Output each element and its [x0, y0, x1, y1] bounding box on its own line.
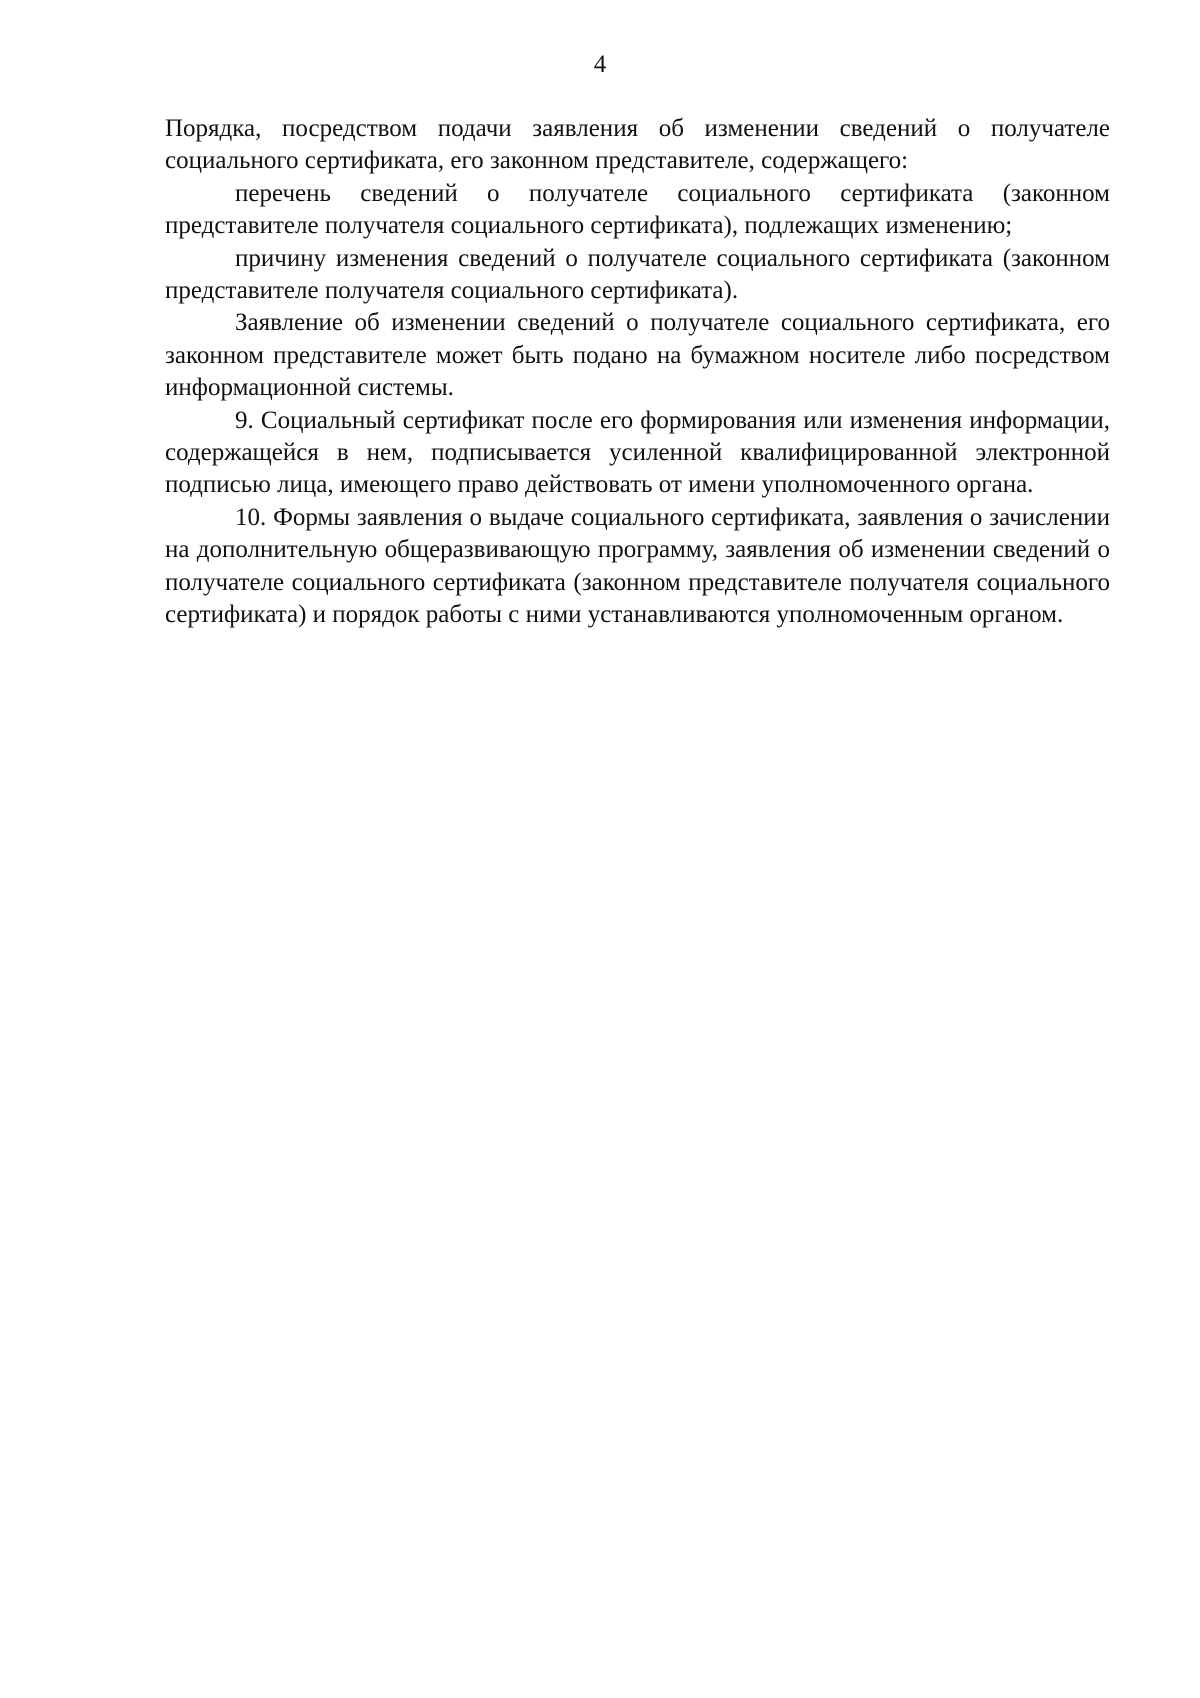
paragraph-continuation: Порядка, посредством подачи заявления об изменении сведений о получателе социального сертификата, его законном представителе, содержащего:	[165, 115, 1110, 175]
paragraph-submission: Заявление об изменении сведений о получателе социального сертификата, его законном представителе может быть подано на бумажном носителе либо посредством информационной системы.	[165, 309, 1110, 402]
document-body	[165, 113, 1110, 632]
paragraph-clause-10: 10. Формы заявления о выдаче социального сертификата, заявления о зачислении на дополнительную общеразвивающую программу, заявления об изменении сведений о получателе социального сертификата (законном представителе получателя социального сертификата) и порядок работы с ними устанавливаются уполномоченным органом.	[165, 503, 1110, 629]
paragraph-clause-9: 9. Социальный сертификат после его формирования или изменения информации, содержащейся в нем, подписывается усиленной квалифицированной электронной подписью лица, имеющего право действовать от имени уполномоченного органа.	[165, 406, 1110, 499]
paragraph-list-item-reason: причину изменения сведений о получателе социального сертификата (законном представителе получателя социального сертификата).	[165, 244, 1110, 305]
paragraph-list-item-fields: перечень сведений о получателе социального сертификата (законном представителе получателя социального сертификата), подлежащих изменению;	[165, 179, 1110, 240]
page-number: 4	[593, 51, 607, 78]
